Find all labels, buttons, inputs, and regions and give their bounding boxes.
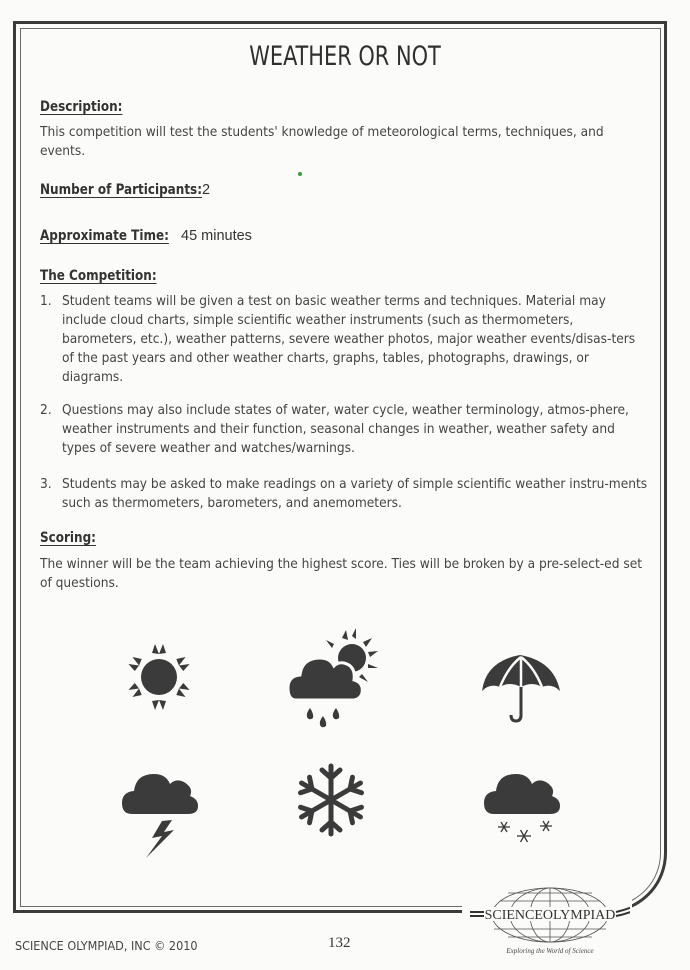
logo-tagline: Exploring the World of Science	[506, 947, 594, 955]
item-number: 1.	[40, 293, 52, 309]
scoring-text: The winner will be the team achieving the highest score. Ties will be broken by a pre-select-ed set of questions.	[40, 556, 643, 591]
scoring-heading: Scoring:	[40, 530, 96, 546]
green-speck	[298, 172, 302, 176]
item-number: 2.	[40, 402, 52, 418]
participants-value: 2	[202, 182, 211, 198]
snowflake-icon	[295, 762, 367, 838]
cloud-sun-rain-icon	[286, 628, 386, 730]
description-text: This competition will test the students' knowledge of meteorological terms, techniques, and events.	[40, 124, 604, 159]
item-number: 3.	[40, 476, 52, 492]
item-text: Students may be asked to make readings on a variety of simple scientific weather instru-ments such as thermometers, barometers, and anemometers.	[62, 476, 648, 511]
time-label: Approximate Time:	[40, 228, 169, 244]
item-text: Questions may also include states of water, water cycle, weather terminology, atmos-phere, weather instruments and their function, seasonal changes in weather, weather safety and types of severe weather and watches/warnings.	[62, 402, 629, 456]
page-number: 132	[328, 935, 351, 951]
competition-item-3	[40, 475, 650, 515]
competition-item-1	[40, 292, 650, 388]
competition-item-2	[40, 401, 650, 459]
umbrella-icon	[480, 653, 562, 725]
cloud-lightning-icon	[122, 766, 198, 862]
sun-icon	[122, 640, 196, 714]
science-olympiad-logo	[470, 885, 630, 945]
cloud-snow-icon	[484, 766, 560, 856]
item-text: Student teams will be given a test on basic weather terms and techniques. Material may include cloud charts, simple scientific weather instruments (such as thermometers, barometers, etc.), weather patterns, severe weather photos, major weather events/disas-ters of the past years and other weather charts, graphs, tables, photographs, drawings, or diagrams.	[62, 293, 636, 385]
page-title: WEATHER OR NOT	[249, 41, 441, 72]
copyright-text: SCIENCE OLYMPIAD, INC © 2010	[15, 938, 198, 953]
participants-heading	[40, 182, 202, 198]
description-heading: Description:	[40, 99, 123, 115]
competition-heading: The Competition:	[40, 268, 157, 284]
participants-label: Number of Participants:	[40, 182, 203, 198]
svg-text:SCIENCEOLYMPIAD: SCIENCEOLYMPIAD	[484, 908, 616, 923]
time-value: 45 minutes	[181, 228, 252, 244]
time-heading	[40, 228, 169, 244]
